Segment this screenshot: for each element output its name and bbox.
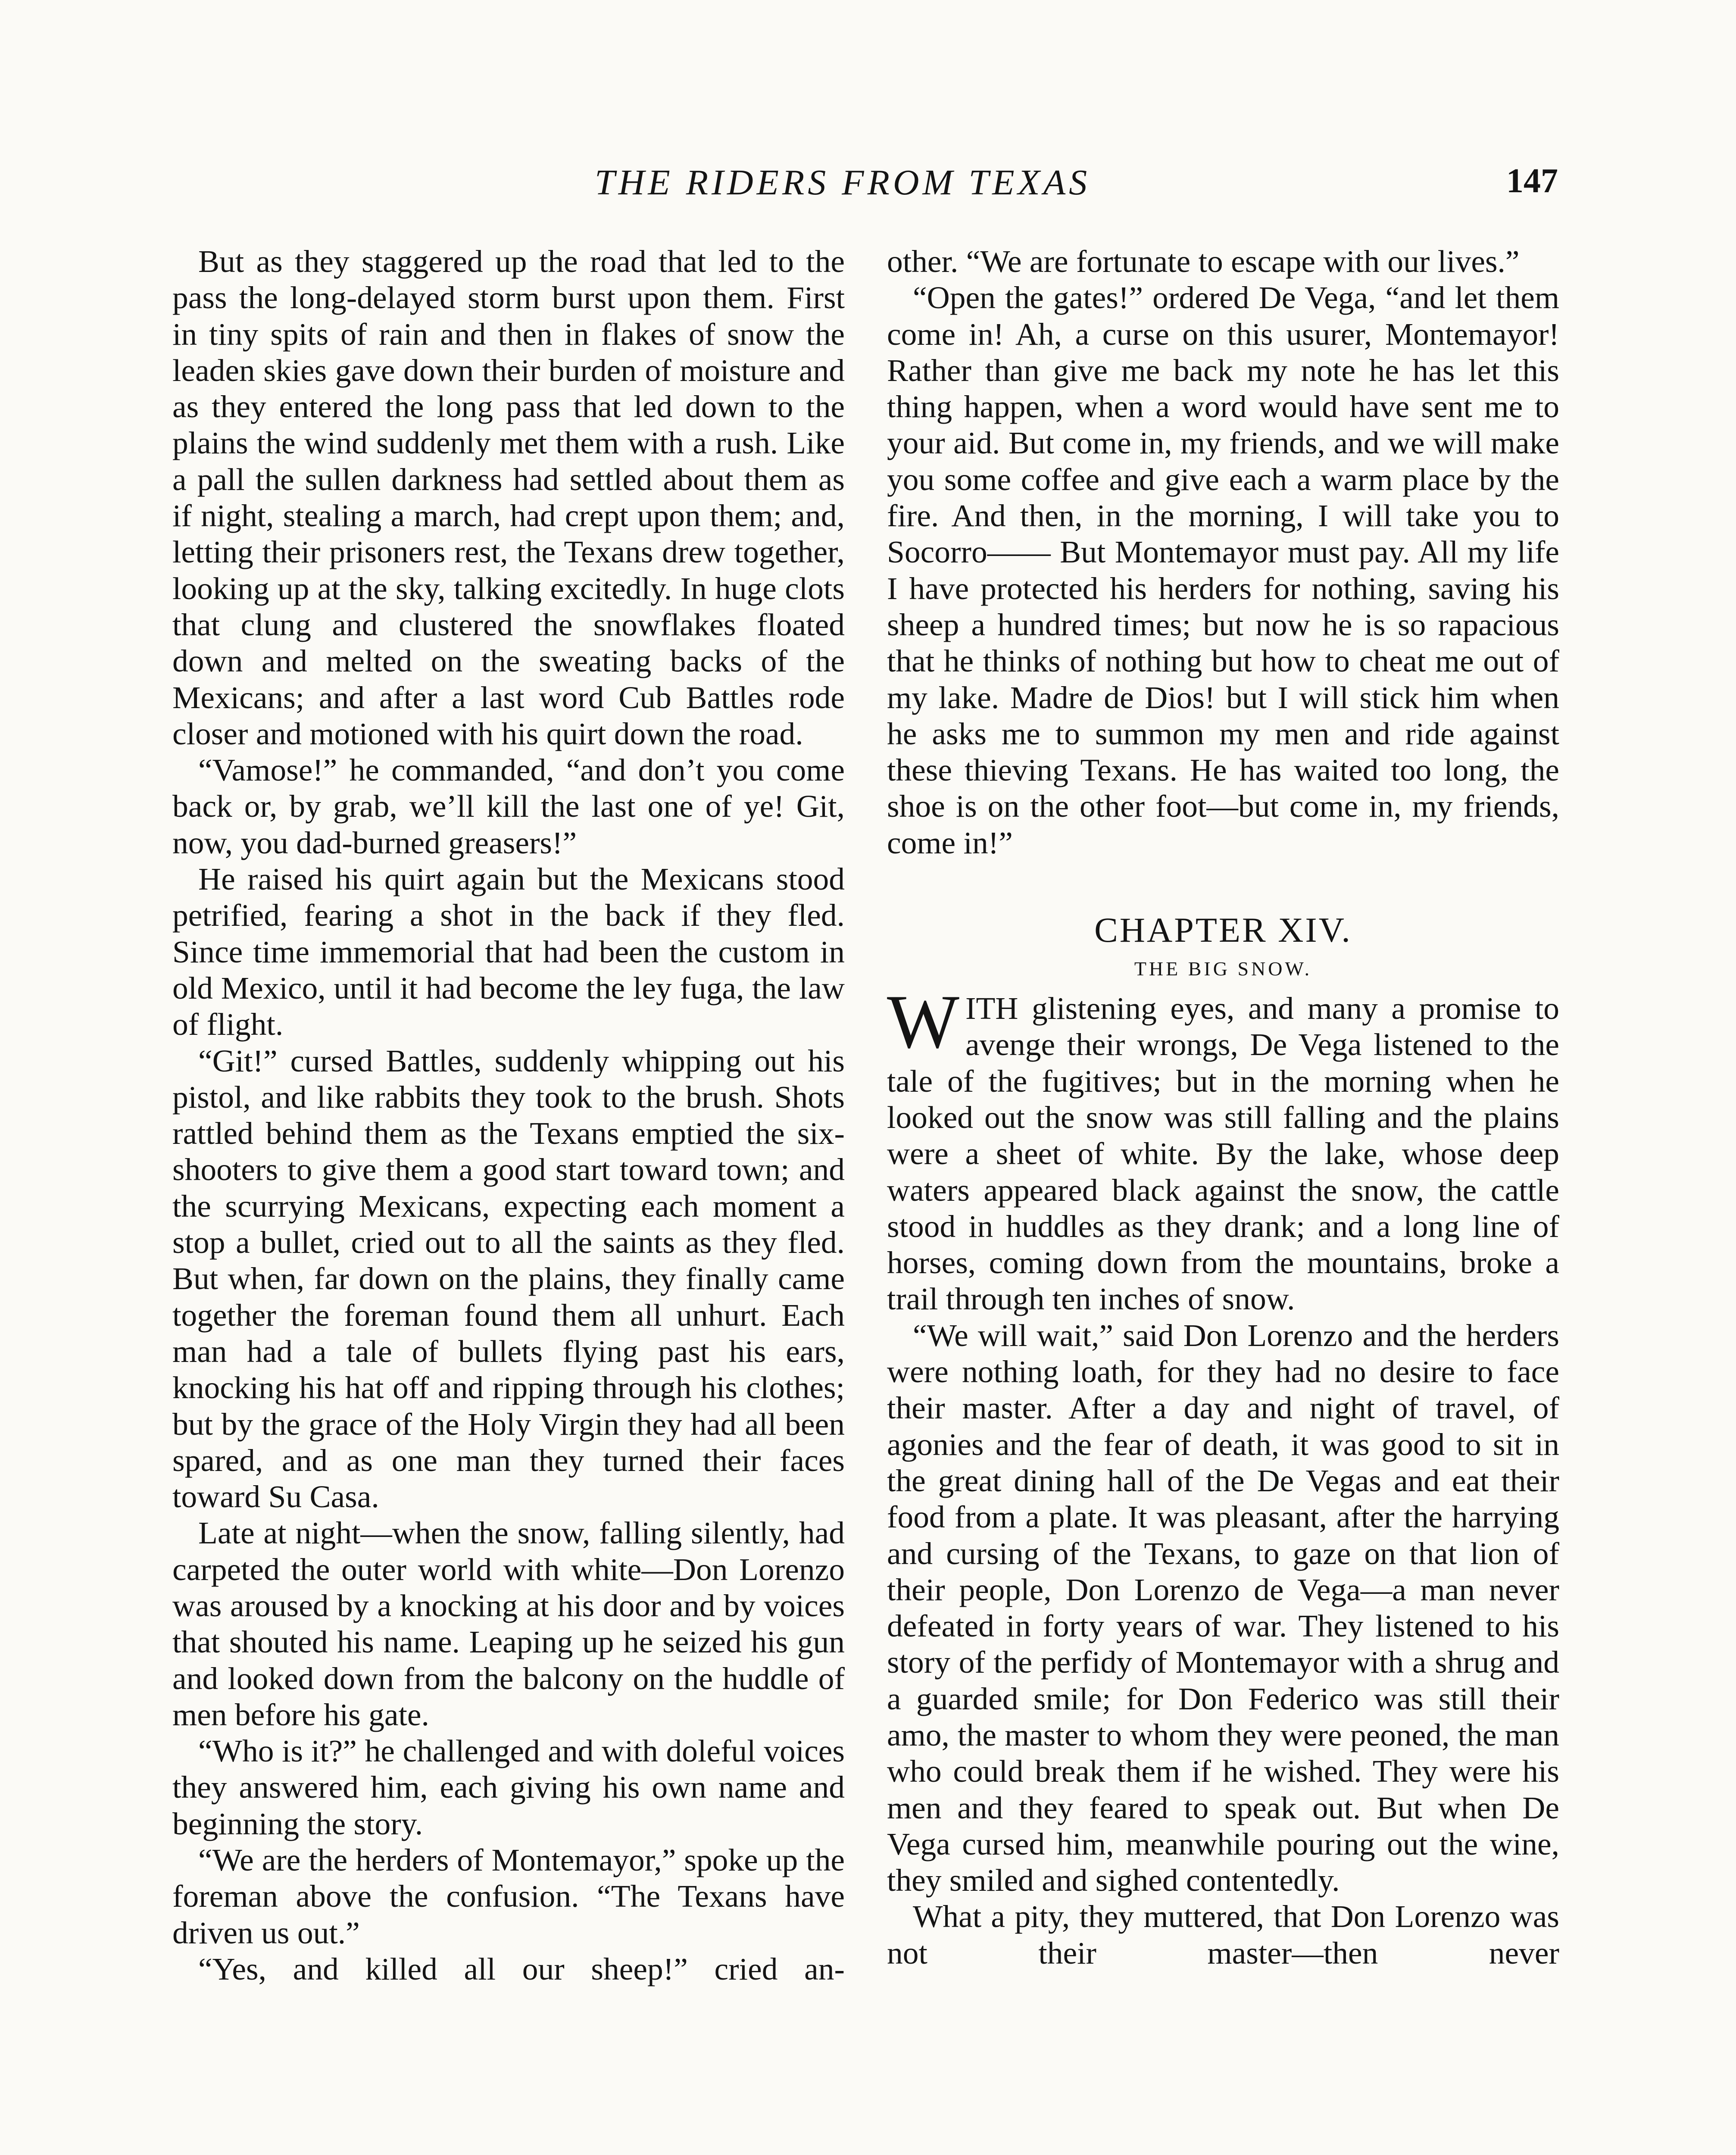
- right-text-column: [887, 244, 1559, 1971]
- paragraph: “Open the gates!” ordered De Vega, “and let them come in! Ah, a curse on this usurer, Montemayor! Rather than give me back my note he has let this thing happen, when a word would have sent me to your aid. But come in, my friends, and we will make you some coffee and give each a warm place by the fire. And then, in the morning, I will take you to Socorro—— But Montemayor must pay. All my life I have protected his herders for nothing, saving his sheep a hundred times; but now he is so rapacious that he thinks of nothing but how to cheat me out of my lake. Madre de Dios! but I will stick him when he asks me to summon my men and ride against these thieving Texans. He has waited too long, the shoe is on the other foot—but come in, my friends, come in!”: [887, 280, 1559, 860]
- chapter-header: [887, 909, 1559, 982]
- paragraph: What a pity, they muttered, that Don Lorenzo was not their master—then never: [887, 1899, 1559, 1971]
- chapter-subtitle: THE BIG SNOW.: [1134, 958, 1312, 980]
- left-text-column: [172, 244, 845, 1987]
- paragraph: But as they staggered up the road that led to the pass the long-delayed storm burst upon them. First in tiny spits of rain and then in flakes of snow the leaden skies gave down their burden of moisture and as they entered the long pass that led down to the plains the wind suddenly met them with a rush. Like a pall the sullen darkness had settled about them as if night, stealing a march, had crept upon them; and, letting their prisoners rest, the Texans drew together, looking up at the sky, talking excitedly. In huge clots that clung and clustered the snowflakes floated down and melted on the sweating backs of the Mexicans; and after a last word Cub Battles rode closer and motioned with his quirt down the road.: [172, 244, 845, 751]
- chapter-opening-paragraph: [887, 979, 1559, 1318]
- paragraph-text: ITH glistening eyes, and many a promise to avenge their wrongs, De Vega listened to the tale of the fugitives; but in the morning when he looked out the snow was still falling and the plains were a sheet of white. By the lake, whose deep waters appeared black against the snow, the cattle stood in huddles as they drank; and a long line of horses, coming down from the mountains, broke a trail through ten inches of snow.: [887, 991, 1559, 1317]
- paragraph: He raised his quirt again but the Mexicans stood petrified, fearing a shot in the back if they fled. Since time immemorial that had been the custom in old Mexico, until it had become the ley fuga, the law of flight.: [172, 862, 845, 1042]
- chapter-heading: CHAPTER XIV.: [1094, 910, 1352, 950]
- page-number: 147: [1506, 162, 1558, 200]
- paragraph: “We are the herders of Montemayor,” spoke up the foreman above the confusion. “The Texans have driven us out.”: [172, 1843, 845, 1950]
- paragraph: Late at night—when the snow, falling silently, had carpeted the outer world with white—Don Lorenzo was aroused by a knocking at his door and by voices that shouted his name. Leaping up he seized his gun and looked down from the balcony on the huddle of men before his gate.: [172, 1515, 845, 1732]
- paragraph: “Who is it?” he challenged and with doleful voices they answered him, each giving his own name and beginning the story.: [172, 1733, 845, 1841]
- paragraph: “Yes, and killed all our sheep!” cried an-: [198, 1951, 845, 1986]
- paragraph: “Vamose!” he commanded, “and don’t you come back or, by grab, we’ll kill the last one of ye! Git, now, you dad-burned greasers!”: [172, 753, 845, 860]
- paragraph: “We will wait,” said Don Lorenzo and the herders were nothing loath, for they had no desire to face their master. After a day and night of travel, of agonies and the fear of death, it was good to sit in the great dining hall of the De Vegas and eat their food from a plate. It was pleasant, after the harrying and cursing of the Texans, to gaze on that lion of their people, Don Lorenzo de Vega—a man never defeated in forty years of war. They listened to his story of the perfidy of Montemayor with a shrug and a guarded smile; for Don Federico was still their amo, the master to whom they were peoned, the man who could break them if he wished. They were his men and they feared to speak out. But when De Vega cursed him, meanwhile pouring out the wine, they smiled and sighed contentedly.: [887, 1318, 1559, 1898]
- paragraph: other. “We are fortunate to escape with our lives.”: [887, 244, 1520, 279]
- page-header: [0, 162, 1736, 213]
- running-title: THE RIDERS FROM TEXAS: [595, 162, 1091, 203]
- drop-cap: W: [887, 979, 960, 1065]
- paragraph: “Git!” cursed Battles, suddenly whipping out his pistol, and like rabbits they took to the brush. Shots rattled behind them as the Texans emptied the six-shooters to give them a good start toward town; and the scurrying Mexicans, expecting each moment a stop a bullet, cried out to all the saints as they fled. But when, far down on the plains, they finally came together the foreman found them all unhurt. Each man had a tale of bullets flying past his ears, knocking his hat off and ripping through his clothes; but by the grace of the Holy Virgin they had all been spared, and as one man they turned their faces toward Su Casa.: [172, 1043, 845, 1515]
